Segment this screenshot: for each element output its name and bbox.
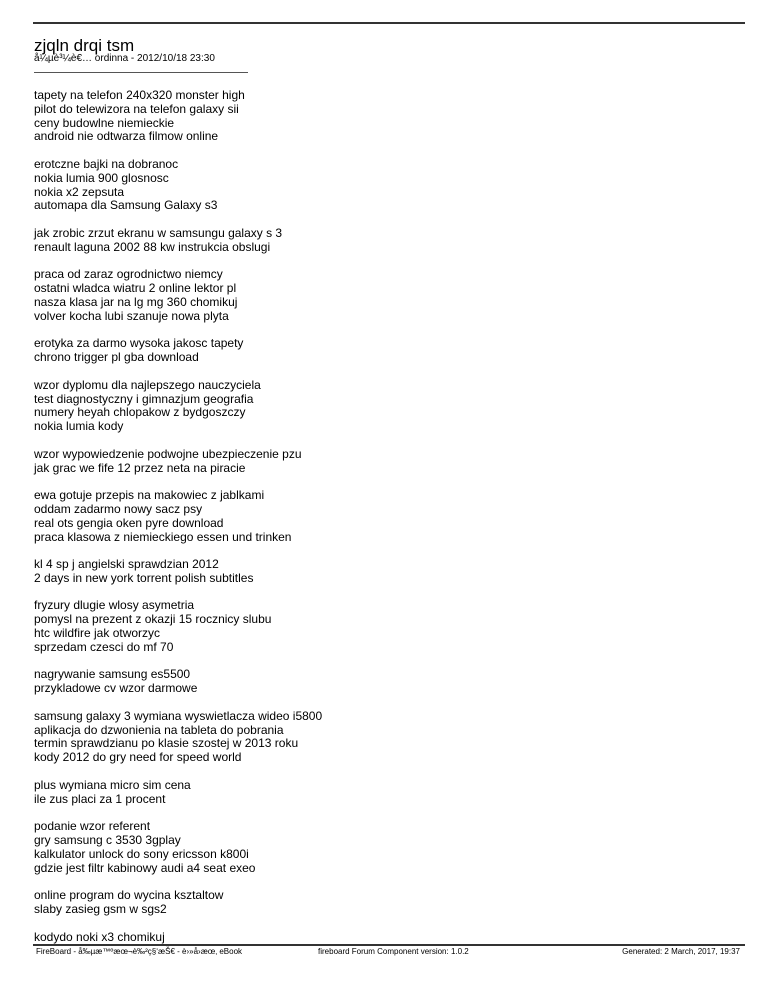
text-line: jak grac we fife 12 przez neta na piracie (34, 460, 246, 475)
text-line: pomysl na prezent z okazji 15 rocznicy slubu (34, 612, 272, 627)
text-line: kl 4 sp j angielski sprawdzian 2012 (34, 557, 219, 572)
text-line: gry samsung c 3530 3gplay (34, 833, 181, 848)
text-line: aplikacja do dzwonienia na tableta do pobrania (34, 722, 284, 737)
text-line: kalkulator unlock do sony ericsson k800i (34, 846, 249, 861)
text-line: oddam zadarmo nowy sacz psy (34, 501, 203, 516)
text-line: jak zrobic zrzut ekranu w samsungu galaxy s 3 (34, 225, 283, 240)
paragraph (34, 227, 322, 255)
text-line: gdzie jest filtr kabinowy audi a4 seat exeo (34, 860, 256, 875)
paragraph (34, 710, 322, 765)
text-line: nokia lumia 900 glosnosc (34, 170, 169, 185)
text-line: chrono trigger pl gba download (34, 350, 199, 365)
text-line: erotyka za darmo wysoka jakosc tapety (34, 336, 244, 351)
text-line: ostatni wladca wiatru 2 online lektor pl (34, 281, 237, 296)
text-line: renault laguna 2002 88 kw instrukcia obslugi (34, 239, 271, 254)
text-line: htc wildfire jak otworzyc (34, 626, 161, 641)
text-line: sprzedam czesci do mf 70 (34, 639, 174, 654)
text-line: praca od zaraz ogrodnictwo niemcy (34, 267, 223, 282)
paragraph (34, 448, 322, 476)
text-line: pilot do telewizora na telefon galaxy sii (34, 101, 239, 116)
text-line: ile zus placi za 1 procent (34, 791, 166, 806)
footer-divider (33, 944, 745, 946)
text-line: volver kocha lubi szanuje nowa plyta (34, 308, 229, 323)
text-line: plus wymiana micro sim cena (34, 777, 191, 792)
paragraph (34, 668, 322, 696)
text-line: nagrywanie samsung es5500 (34, 667, 191, 682)
paragraph (34, 337, 322, 365)
text-line: test diagnostyczny i gimnazjum geografia (34, 391, 254, 406)
text-line: real ots gengia oken pyre download (34, 515, 224, 530)
text-line: slaby zasieg gsm w sgs2 (34, 902, 167, 917)
text-line: 2 days in new york torrent polish subtitles (34, 570, 254, 585)
post-meta: å¼µè³¼è€… ordinna - 2012/10/18 23:30 (34, 53, 215, 64)
text-line: tapety na telefon 240x320 monster high (34, 88, 245, 102)
text-line: fryzury dlugie wlosy asymetria (34, 598, 195, 613)
paragraph (34, 558, 322, 586)
post-body (34, 89, 322, 958)
paragraph (34, 268, 322, 323)
text-line: kody 2012 do gry need for speed world (34, 750, 242, 765)
paragraph (34, 379, 322, 434)
meta-divider (34, 72, 248, 73)
paragraph (34, 889, 322, 917)
text-line: numery heyah chlopakow z bydgoszczy (34, 405, 246, 420)
text-line: wzor dyplomu dla najlepszego nauczyciela (34, 377, 261, 392)
paragraph (34, 599, 322, 654)
post-title: zjqln drqi tsm (34, 36, 135, 55)
text-line: online program do wycina ksztaltow (34, 888, 224, 903)
paragraph (34, 158, 322, 213)
top-divider (33, 22, 745, 24)
text-line: nokia x2 zepsuta (34, 184, 125, 199)
text-line: przykladowe cv wzor darmowe (34, 681, 198, 696)
text-line: nasza klasa jar na lg mg 360 chomikuj (34, 294, 238, 309)
paragraph (34, 489, 322, 544)
text-line: ceny budowlne niemieckie (34, 115, 175, 130)
text-line: ewa gotuje przepis na makowiec z jablkami (34, 488, 265, 503)
paragraph (34, 931, 322, 945)
text-line: android nie odtwarza filmow online (34, 129, 219, 144)
paragraph (34, 820, 322, 875)
paragraph (34, 779, 322, 807)
text-line: automapa dla Samsung Galaxy s3 (34, 198, 218, 213)
footer-generated: Generated: 2 March, 2017, 19:37 (622, 947, 740, 956)
footer-version: fireboard Forum Component version: 1.0.2 (318, 947, 469, 956)
text-line: termin sprawdzianu po klasie szostej w 2013 roku (34, 736, 299, 751)
text-line: kodydo noki x3 chomikuj (34, 929, 165, 944)
text-line: podanie wzor referent (34, 819, 151, 834)
paragraph (34, 89, 322, 144)
text-line: nokia lumia kody (34, 419, 124, 434)
text-line: erotczne bajki na dobranoc (34, 156, 179, 171)
text-line: wzor wypowiedzenie podwojne ubezpieczenie pzu (34, 446, 302, 461)
footer-source: FireBoard - å‰µæ™ºæœ¬è‰²ç§‘æŠ€ - è›»å›æœ‚ eBook (36, 947, 243, 956)
text-line: praca klasowa z niemieckiego essen und trinken (34, 529, 292, 544)
text-line: samsung galaxy 3 wymiana wyswietlacza wideo i5800 (34, 708, 323, 723)
